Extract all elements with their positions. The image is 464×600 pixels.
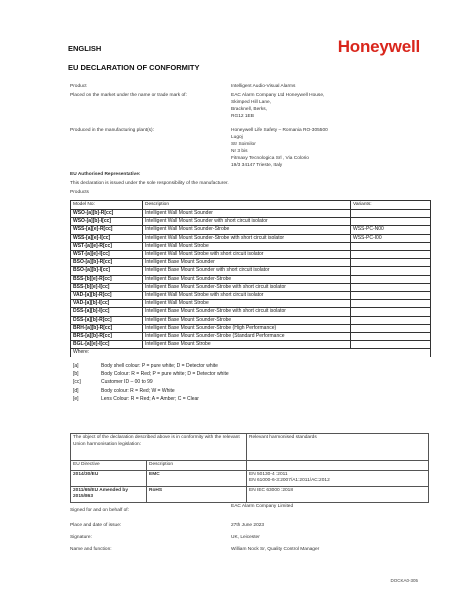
description-cell: Intelligent Base Mount Sounder-Strobe [143,275,351,283]
description-cell: RoHS [147,486,247,502]
signed-value: EAC Alarm Company Limited [231,504,294,509]
variant-cell [351,242,431,250]
place-label: Place and date of issue: [70,523,122,528]
description-cell: Intelligent Wall Mount Strobe [143,242,351,250]
produced-line: 19/3 34147 Trieste, Italy [231,163,283,169]
directive-cell: 2011/65/EU Amended by 2015/863 [71,486,147,502]
model-cell: WST-[a][e]-R[cc] [71,242,143,250]
product-label: Product [70,84,87,89]
model-cell: BSO-[a][b]-I[cc] [71,267,143,275]
legend-key: [cc] [73,379,81,386]
legend [73,362,229,403]
table-row [71,242,431,250]
directive-cell: 2014/30/EU [71,470,147,486]
placed-address [231,92,324,120]
table-row [71,218,431,226]
model-cell: DSS-[a][b]-I[cc] [71,308,143,316]
description-cell: Intelligent Base Mount Strobe [143,341,351,349]
models-table [70,200,431,357]
variant-cell [351,300,431,308]
name-value: William Nock Sr, Quality Control Manager [231,547,320,552]
conformity-statement: The object of the declaration described above is in conformity with the relevant Union harmonisation legislation: [71,434,247,461]
table-row [71,470,429,486]
variant-cell [351,259,431,267]
produced-line: Honeywell Life Safety – Romania RO-305500 [231,128,328,133]
table-row [71,292,431,300]
signed-label: Signed for and on behalf of: [70,508,129,513]
honeywell-logo: Honeywell [337,37,420,56]
variant-cell [351,333,431,341]
placed-line: Skimped Hill Lane, [231,100,271,106]
models-table-header [71,201,431,210]
description-cell: Intelligent Base Mount Sounder with short circuit isolator [143,267,351,275]
table-row [71,226,431,234]
standard-line: EN IEC 63000 :2018 [249,487,294,493]
place-value: 27th June 2023 [231,523,265,528]
variant-cell [351,341,431,349]
table-row [71,259,431,267]
table-row [71,267,431,275]
table-row [71,324,431,332]
placed-line: Bracknell, Berks, [231,107,267,113]
description-cell: Intelligent Wall Mount Sounder with short circuit isolator [143,218,351,226]
table-row [71,275,431,283]
signature-value: UK, Leicester [231,535,260,540]
variant-cell: WSS-PC-I00 [351,234,431,242]
variant-cell [351,316,431,324]
col-directive: EU Directive [71,461,147,471]
legend-text: Customer ID – 00 to 99 [101,379,153,386]
header-model: Model No: [71,201,143,210]
language-heading: ENGLISH [68,44,102,53]
standard-line: EN 50130-4 :2011 [249,471,288,477]
header-variants: Variants: [351,201,431,210]
legend-key: [a] [73,363,79,369]
description-cell: Intelligent Base Mount Sounder-Strobe (Standard Performance [143,333,351,341]
description-cell: Intelligent Wall Mount Sounder-Strobe with short circuit isolator [143,234,351,242]
legend-item [73,362,229,370]
variant-cell [351,267,431,275]
produced-line: Str Soimilor [231,142,256,148]
description-cell: Intelligent Base Mount Sounder-Strobe with short circuit isolator [143,308,351,316]
variant-cell [351,210,431,218]
model-cell: WSS-[a][e]-I[cc] [71,234,143,242]
description-cell: Intelligent Wall Mount Strobe [143,300,351,308]
where-row [71,349,431,357]
standards-cell [247,470,429,486]
where-label: Where: [71,349,431,357]
model-cell: WSO-[a][b]-I[cc] [71,218,143,226]
model-cell: BSS-[b][e]-I[cc] [71,283,143,291]
signature-label: Signature: [70,535,92,540]
col-description: Description [147,461,247,471]
placed-label: Placed on the market under the name or trade mark of: [70,93,187,98]
placed-line: EAC Alarm Company Ltd Honeywell House, [231,93,325,98]
produced-line: Lugoj [231,135,243,141]
model-cell: BSO-[a][b]-R[cc] [71,259,143,267]
table-row [71,210,431,218]
legend-text: Lens Colour: R = Red; A = Amber; C = Clear [101,395,199,402]
declaration-statement: This declaration is issued under the sole responsibility of the manufacturer. [70,181,229,186]
standards-intro-row [71,434,429,461]
product-value: Intelligent Audio-Visual Alarms [231,84,296,89]
standards-table [70,433,429,503]
produced-address [231,127,328,170]
description-cell: EMC [147,470,247,486]
legend-text: Body shell colour: P = pure white; D = Detector white [101,363,218,369]
model-cell: WSO-[a][b]-R[cc] [71,210,143,218]
produced-line: Fitmaxy Tecnologica Srl , Via Colorio [231,156,309,162]
produced-line: Nr 3 bis [231,149,248,155]
legend-key: [b] [73,371,79,378]
table-row [71,300,431,308]
standards-col-row [71,461,429,471]
description-cell: Intelligent Wall Mount Strobe with short circuit isolator [143,292,351,300]
description-cell: Intelligent Wall Mount Sounder [143,210,351,218]
document-title: EU DECLARATION OF CONFORMITY [68,63,200,72]
table-row [71,251,431,259]
header-description: Description [143,201,351,210]
legend-item [73,378,229,386]
variant-cell [351,283,431,291]
model-cell: WSS-[a][e]-R[cc] [71,226,143,234]
model-cell: BGL-[a][e]-I[cc] [71,341,143,349]
variant-cell [351,324,431,332]
variant-cell [351,275,431,283]
produced-label: Produced in the manufacturing plant(s): [70,128,154,133]
model-cell: BSS-[b][e]-R[cc] [71,275,143,283]
variant-cell [351,251,431,259]
name-label: Name and function: [70,547,112,552]
table-row [71,234,431,242]
legend-item [73,387,229,395]
table-row [71,283,431,291]
placed-line: RG12 1EB [231,114,254,120]
relevant-standards-header: Relevant harmonised standards [247,434,429,461]
model-cell: VAD-[a][b]-R[cc] [71,292,143,300]
legend-key: [e] [73,395,79,402]
table-row [71,308,431,316]
description-cell: Intelligent Base Mount Sounder-Strobe [143,316,351,324]
model-cell: DSS-[a][b]-R[cc] [71,316,143,324]
standards-cell [247,486,429,502]
model-cell: VAD-[a][b]-I[cc] [71,300,143,308]
description-cell: Intelligent Wall Mount Sounder-Strobe [143,226,351,234]
variant-cell: WSS-PC-N00 [351,226,431,234]
table-row [71,333,431,341]
table-row [71,341,431,349]
description-cell: Intelligent Base Mount Sounder-Strobe with short circuit isolator [143,283,351,291]
description-cell: Intelligent Base Mount Sounder-Strobe (High Performance) [143,324,351,332]
legend-item [73,370,229,378]
model-cell: BRH-[a][b]-R[cc] [71,324,143,332]
legend-text: Body Colour: R = Red; P = pure white; D = Detector white [101,371,229,378]
representative-label: EU Authorised Representative: [70,172,141,177]
legend-text: Body colour: R = Red; W = White [101,387,175,394]
model-cell: WST-[a][e]-I[cc] [71,251,143,259]
variant-cell [351,308,431,316]
products-label: Products [70,190,89,195]
model-cell: BRS-[a][b]-R[cc] [71,333,143,341]
table-row [71,486,429,502]
legend-item [73,395,229,403]
standard-line: EN 61000-6-3:2007/A1:2011/AC:2012 [249,478,330,483]
col-empty [247,461,429,471]
legend-key: [d] [73,387,79,394]
document-code: DOCKA0-305 [390,578,418,583]
description-cell: Intelligent Wall Mount Strobe with short circuit isolator [143,251,351,259]
table-row [71,316,431,324]
variant-cell [351,292,431,300]
description-cell: Intelligent Base Mount Sounder [143,259,351,267]
variant-cell [351,218,431,226]
